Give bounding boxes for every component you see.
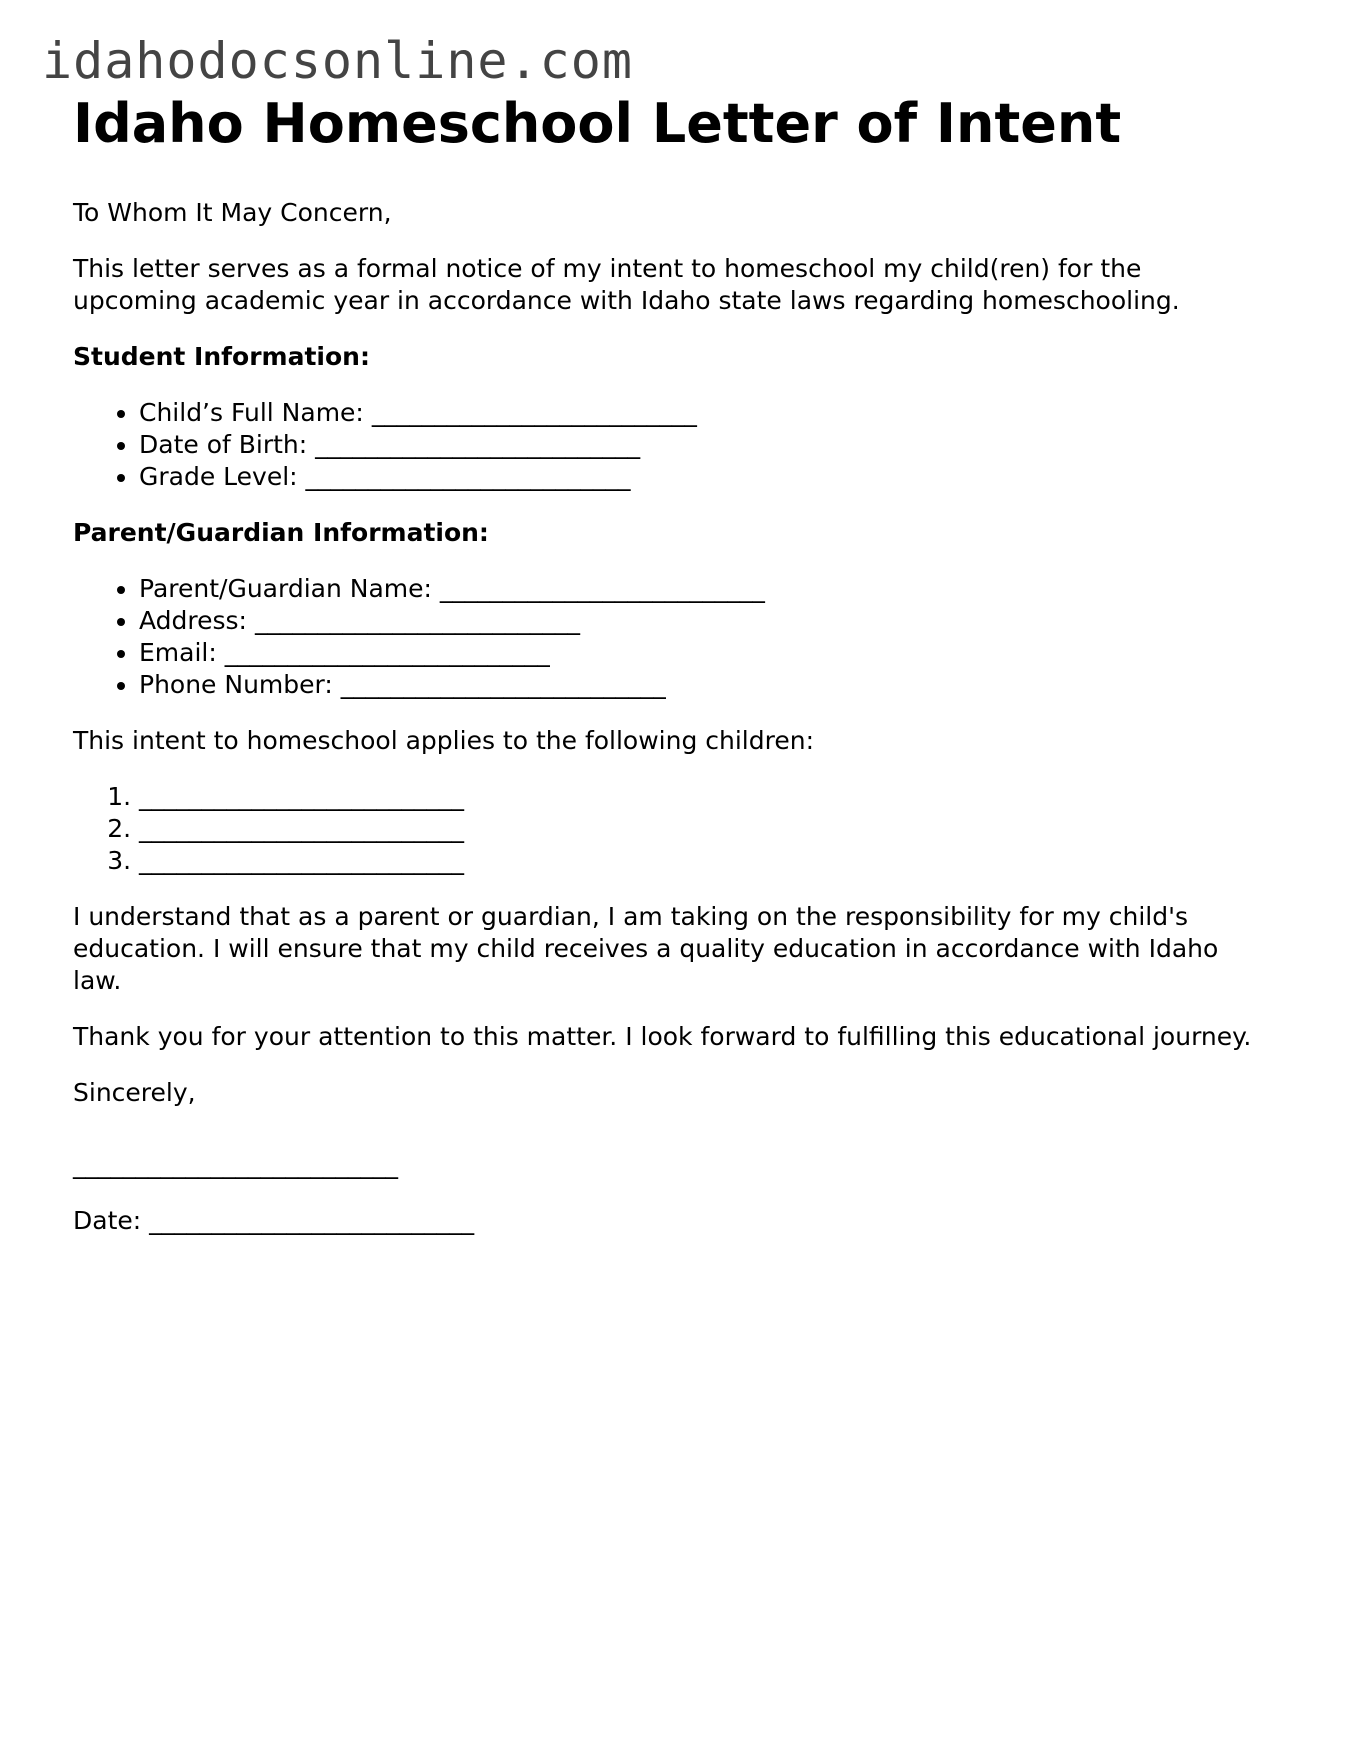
student-grade-field [139, 461, 1273, 493]
children-list [73, 781, 1273, 877]
blank-line: __________________________ [439, 573, 765, 603]
student-info-heading: Student Information: [73, 341, 370, 371]
field-label: Child’s Full Name: [139, 397, 364, 427]
field-label: Date of Birth: [139, 429, 308, 459]
parent-name-field [139, 573, 1273, 605]
parent-phone-field [139, 669, 1273, 701]
student-info-list [73, 397, 1273, 493]
student-dob-field [139, 429, 1273, 461]
blank-line: __________________________ [139, 813, 464, 843]
thanks-paragraph: Thank you for your attention to this matter. I look forward to fulfilling this educational journey. [73, 1021, 1252, 1051]
blank-line: __________________________ [315, 429, 641, 459]
field-label: Phone Number: [139, 669, 333, 699]
blank-line: __________________________ [139, 845, 464, 875]
page-title: Idaho Homeschool Letter of Intent [73, 92, 1122, 155]
children-intro: This intent to homeschool applies to the following children: [73, 725, 815, 755]
letter-page [73, 92, 1273, 1237]
blank-line: __________________________ [305, 461, 631, 491]
field-label: Parent/Guardian Name: [139, 573, 432, 603]
date-line [73, 1205, 1273, 1237]
greeting: To Whom It May Concern, [73, 197, 392, 227]
field-label: Grade Level: [139, 461, 298, 491]
child-entry-1 [139, 781, 1273, 813]
blank-line: __________________________ [340, 669, 666, 699]
intro-paragraph: This letter serves as a formal notice of my intent to homeschool my child(ren) for the upcoming academic year in accordance with Idaho state laws regarding homeschooling. [73, 253, 1180, 315]
field-label: Address: [139, 605, 247, 635]
understanding-paragraph: I understand that as a parent or guardian, I am taking on the responsibility for my child's education. I will ensure that my child receives a quality education in accordance with Idaho law. [73, 901, 1219, 995]
parent-email-field [139, 637, 1273, 669]
parent-info-heading: Parent/Guardian Information: [73, 517, 489, 547]
parent-address-field [139, 605, 1273, 637]
date-label: Date: [73, 1205, 142, 1235]
child-entry-2 [139, 813, 1273, 845]
blank-line: __________________________ [224, 637, 550, 667]
closing: Sincerely, [73, 1077, 196, 1107]
field-label: Email: [139, 637, 217, 667]
student-name-field [139, 397, 1273, 429]
blank-line: __________________________ [139, 781, 464, 811]
blank-line: __________________________ [371, 397, 697, 427]
child-entry-3 [139, 845, 1273, 877]
parent-info-list [73, 573, 1273, 701]
signature-line: __________________________ [73, 1149, 398, 1179]
blank-line: __________________________ [254, 605, 580, 635]
blank-line: __________________________ [149, 1205, 475, 1235]
watermark-text: idahodocsonline.com [42, 32, 633, 90]
